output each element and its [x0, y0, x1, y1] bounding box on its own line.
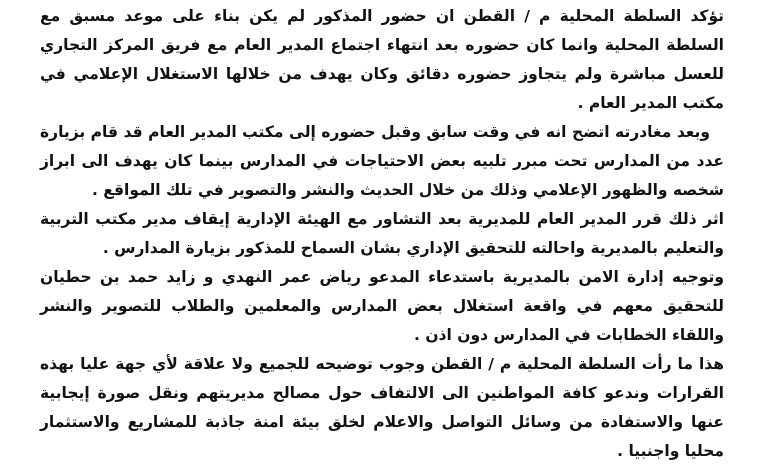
document-body — [40, 2, 724, 466]
paragraph-4: وتوجيه إدارة الامن بالمديرية باستدعاء المدعو رياض عمر النهدي و زايد حمد بن حطيان للتحقيق معهم في واقعة استغلال بعض المدارس والمعلمين والطلاب للتصوير والنشر واللقاء الخطابات في المدارس دون اذن . — [40, 268, 724, 344]
paragraph-1: تؤكد السلطة المحلية م / القطن ان حضور المذكور لم يكن بناء على موعد مسبق مع السلطة المحلية وانما كان حضوره بعد انتهاء اجتماع المدير العام مع فريق المركز التجاري للعسل مباشرة ولم يتجاوز حضوره دقائق وكان يهدف من خلالها الاستغلال الإعلامي في مكتب المدير العام . — [40, 7, 724, 112]
paragraph-5: هذا ما رأت السلطة المحلية م / القطن وجوب توضيحه للجميع ولا علاقة لأي جهة عليا بهذه القرارات وندعو كافة المواطنين الى الالتفاف حول مصالح مديريتهم ونقل صورة إيجابية عنها والاستفادة من وسائل التواصل والاعلام لخلق بيئة امنة جاذبة للمشاريع والاستثمار محليا واجنبيا . — [40, 355, 724, 460]
paragraph-2: وبعد مغادرته اتضح انه في وقت سابق وقبل حضوره إلى مكتب المدير العام قد قام بزيارة عدد من المدارس تحت مبرر تلبيه بعض الاحتياجات في المدارس بينما كان يهدف الى ابراز شخصه والظهور الإعلامي وذلك من خلال الحديث والنشر والتصوير في تلك المواقع . — [40, 123, 724, 199]
paragraph-3: اثر ذلك قرر المدير العام للمديرية بعد التشاور مع الهيئة الإدارية إيقاف مدير مكتب التربية والتعليم بالمديرية واحالته للتحقيق الإداري بشان السماح للمذكور بزيارة المدارس . — [40, 210, 724, 257]
